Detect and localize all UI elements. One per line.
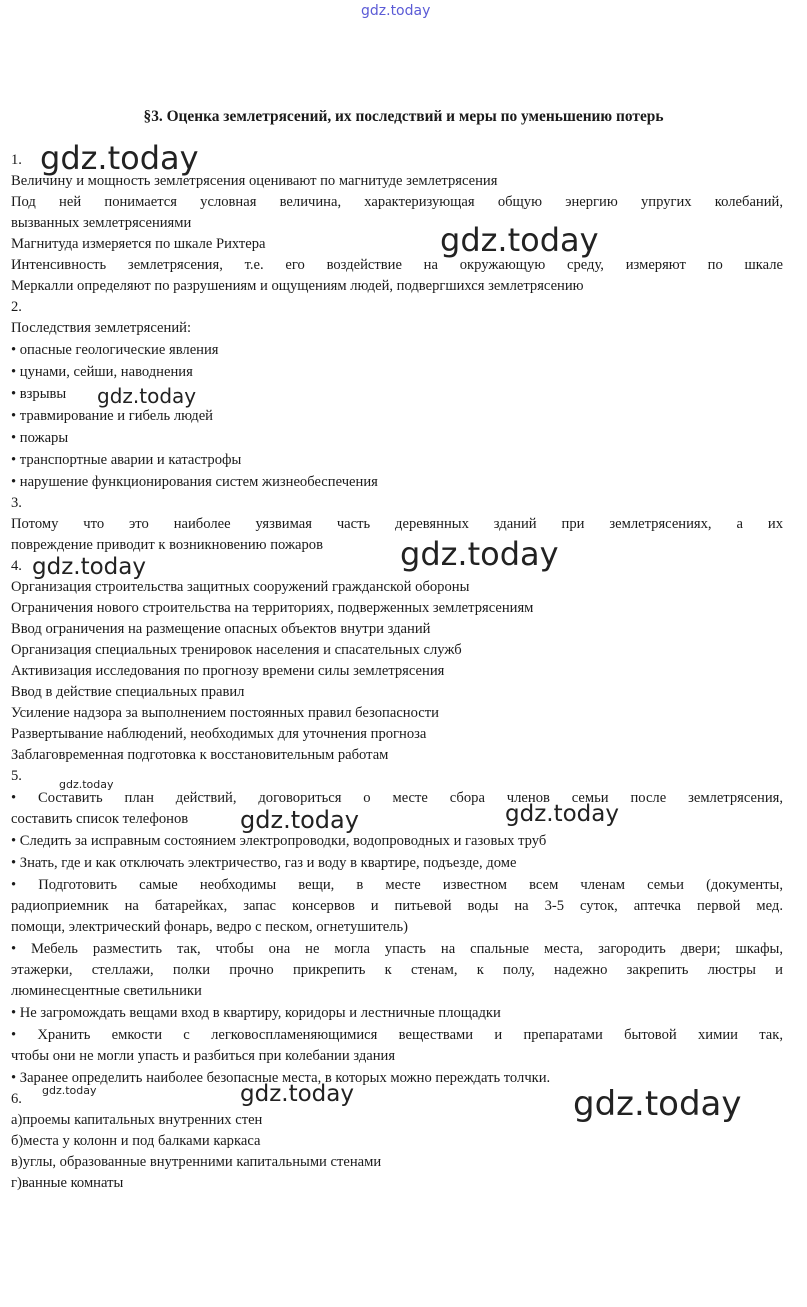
line: в)углы, образованные внутренними капитальными стенами xyxy=(11,1154,382,1170)
line: Активизация исследования по прогнозу времени силы землетрясения xyxy=(11,663,445,679)
line: Организация строительства защитных сооружений гражданской обороны xyxy=(11,579,470,595)
watermark: gdz.today xyxy=(42,1084,97,1097)
line: 3. xyxy=(11,495,22,511)
list-item: • Составить план действий, договориться о месте сбора членов семьи после землетрясения, xyxy=(11,790,783,806)
watermark: gdz.today xyxy=(400,535,559,573)
list-item: • травмирование и гибель людей xyxy=(11,408,213,424)
line: Ввод в действие специальных правил xyxy=(11,684,245,700)
line: Величину и мощность землетрясения оценивают по магнитуде землетрясения xyxy=(11,173,498,189)
line: 5. xyxy=(11,768,22,784)
list-item: • Мебель разместить так, чтобы она не могла упасть на спальные места, загородить двери; шкафы, xyxy=(11,941,783,957)
watermark: gdz.today xyxy=(240,1081,354,1107)
list-item: • опасные геологические явления xyxy=(11,342,219,358)
list-item: • пожары xyxy=(11,430,69,446)
list-item: • взрывы xyxy=(11,386,67,402)
line: а)проемы капитальных внутренних стен xyxy=(11,1112,263,1128)
watermark: gdz.today xyxy=(59,778,114,791)
watermark: gdz.today xyxy=(40,139,199,177)
watermark: gdz.today xyxy=(505,801,619,827)
list-item: • цунами, сейши, наводнения xyxy=(11,364,193,380)
watermark: gdz.today xyxy=(32,554,146,580)
line: чтобы они не могли упасть и разбиться при колебании здания xyxy=(11,1048,396,1064)
list-item: • Знать, где и как отключать электричество, газ и воду в квартире, подъезде, доме xyxy=(11,855,517,871)
list-item: • Заранее определить наиболее безопасные места, в которых можно переждать толчки. xyxy=(11,1070,551,1086)
line: 1. xyxy=(11,152,22,168)
line: Развертывание наблюдений, необходимых для уточнения прогноза xyxy=(11,726,427,742)
line: радиоприемник на батарейках, запас консервов и питьевой воды на 3-5 суток, аптечка первой мед. xyxy=(11,898,783,914)
watermark-top: gdz.today xyxy=(361,3,431,19)
line: 6. xyxy=(11,1091,22,1107)
line: Интенсивность землетрясения, т.е. его воздействие на окружающую среду, измеряют по шкале xyxy=(11,257,783,273)
line: помощи, электрический фонарь, ведро с песком, огнетушитель) xyxy=(11,919,408,935)
list-item: • Следить за исправным состоянием электропроводки, водопроводных и газовых труб xyxy=(11,833,547,849)
line: этажерки, стеллажи, полки прочно прикрепить к стенам, к полу, надежно закрепить люстры и xyxy=(11,962,783,978)
line: Организация специальных тренировок населения и спасательных служб xyxy=(11,642,462,658)
line: 4. xyxy=(11,558,22,574)
list-item: • нарушение функционирования систем жизнеобеспечения xyxy=(11,474,378,490)
watermark: gdz.today xyxy=(573,1084,742,1124)
list-item: • транспортные аварии и катастрофы xyxy=(11,452,242,468)
line: Потому что это наиболее уязвимая часть деревянных зданий при землетрясениях, а их xyxy=(11,516,783,532)
line: вызванных землетрясениями xyxy=(11,215,192,231)
list-item: • Подготовить самые необходимы вещи, в месте известном всем членам семьи (документы, xyxy=(11,877,783,893)
line: Под ней понимается условная величина, характеризующая общую энергию упругих колебаний, xyxy=(11,194,783,210)
watermark: gdz.today xyxy=(440,221,599,259)
section-title: §3. Оценка землетрясений, их последствий и меры по уменьшению потерь xyxy=(143,108,664,125)
line: Ввод ограничения на размещение опасных объектов внутри зданий xyxy=(11,621,431,637)
line: г)ванные комнаты xyxy=(11,1175,124,1191)
line: составить список телефонов xyxy=(11,811,189,827)
line: Заблаговременная подготовка к восстановительным работам xyxy=(11,747,389,763)
line: повреждение приводит к возникновению пожаров xyxy=(11,537,323,553)
watermark: gdz.today xyxy=(97,384,197,408)
line: б)места у колонн и под балками каркаса xyxy=(11,1133,261,1149)
watermark: gdz.today xyxy=(240,806,359,834)
list-item: • Хранить емкости с легковоспламеняющимися веществами и препаратами бытовой химии так, xyxy=(11,1027,783,1043)
line: Последствия землетрясений: xyxy=(11,320,192,336)
list-item: • Не загромождать вещами вход в квартиру, коридоры и лестничные площадки xyxy=(11,1005,501,1021)
line: Усиление надзора за выполнением постоянных правил безопасности xyxy=(11,705,439,721)
line: Ограничения нового строительства на территориях, подверженных землетрясениям xyxy=(11,600,534,616)
line: люминесцентные светильники xyxy=(11,983,202,999)
line: 2. xyxy=(11,299,22,315)
line: Магнитуда измеряется по шкале Рихтера xyxy=(11,236,266,252)
line: Меркалли определяют по разрушениям и ощущениям людей, подвергшихся землетрясению xyxy=(11,278,584,294)
